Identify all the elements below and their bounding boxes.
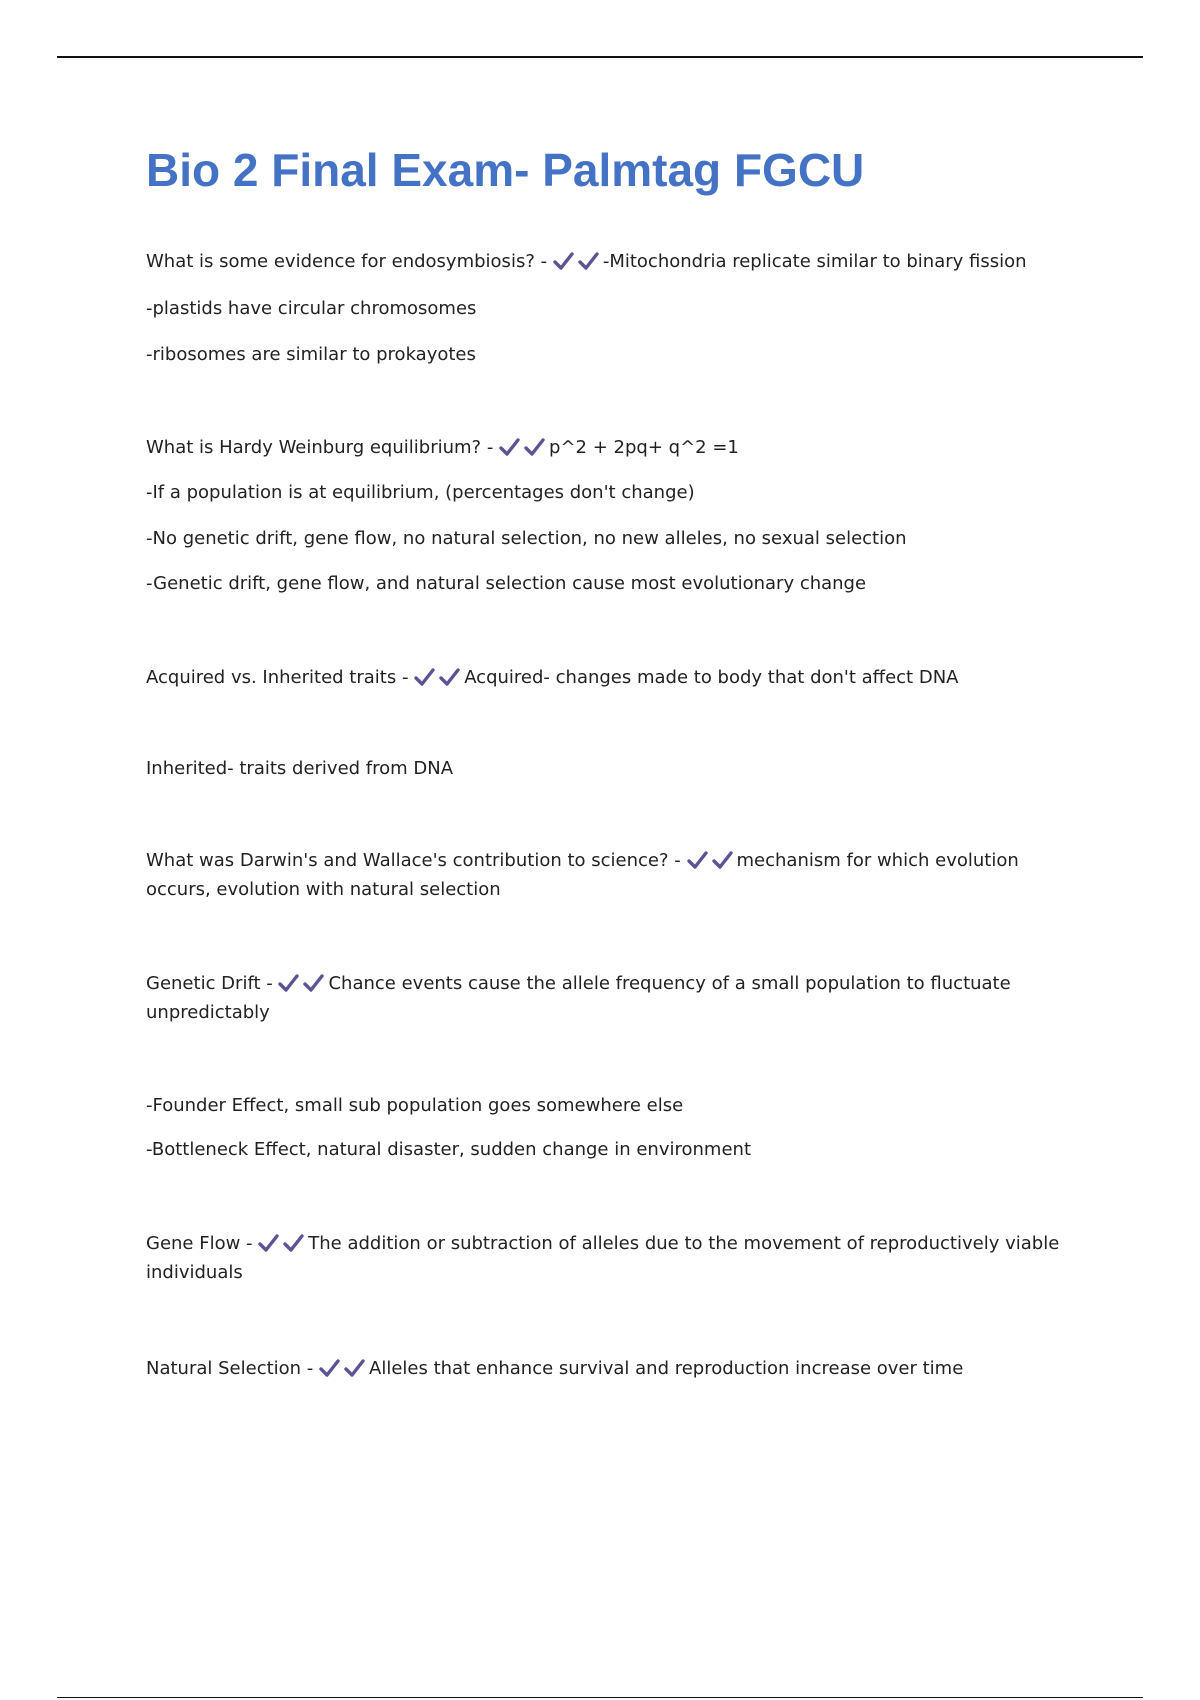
answer-text: Alleles that enhance survival and reproduction increase over time <box>369 1358 964 1379</box>
answer-text: mechanism for which evolution occurs, evolution with natural selection <box>146 850 1019 900</box>
document-title: Bio 2 Final Exam- Palmtag FGCU <box>146 144 865 196</box>
flashcard-line <box>146 663 1086 692</box>
checkmark-icon <box>414 667 435 687</box>
checkmark-icon <box>283 1233 304 1253</box>
answer-text: -Mitochondria replicate similar to binary fission <box>602 251 1027 272</box>
flashcard-line <box>146 846 1086 904</box>
checkmark-icon <box>712 850 733 870</box>
flashcard-line <box>146 1229 1086 1287</box>
answer-text: The addition or subtraction of alleles due to the movement of reproductively viable individuals <box>146 1233 1060 1283</box>
checkmark-icon <box>578 251 599 271</box>
answer-detail: -Genetic drift, gene flow, and natural selection cause most evolutionary change <box>146 573 867 594</box>
bottom-rule <box>57 1697 1143 1698</box>
answer-detail: -No genetic drift, gene flow, no natural selection, no new alleles, no sexual selection <box>146 528 907 549</box>
answer-detail: -If a population is at equilibrium, (percentages don't change) <box>146 482 695 503</box>
flashcard-line <box>146 969 1086 1027</box>
answer-text: Acquired- changes made to body that don't affect DNA <box>464 667 959 688</box>
checkmark-icon <box>303 973 324 993</box>
answer-detail: Inherited- traits derived from DNA <box>146 758 454 779</box>
flashcard-line <box>146 433 1086 462</box>
answer-text: Chance events cause the allele frequency of a small population to fluctuate unpredictably <box>146 973 1011 1023</box>
question-text: Genetic Drift - <box>146 973 273 994</box>
top-rule <box>57 56 1143 58</box>
flashcard-line <box>146 247 1086 276</box>
checkmark-icon <box>687 850 708 870</box>
checkmark-icon <box>344 1358 365 1378</box>
flashcard-line <box>146 1354 1086 1383</box>
answer-detail: -ribosomes are similar to prokayotes <box>146 344 476 365</box>
answer-detail: -plastids have circular chromosomes <box>146 298 477 319</box>
checkmark-icon <box>278 973 299 993</box>
question-text: What is Hardy Weinburg equilibrium? - <box>146 437 494 458</box>
question-text: What is some evidence for endosymbiosis? - <box>146 251 548 272</box>
checkmark-icon <box>439 667 460 687</box>
checkmark-icon <box>553 251 574 271</box>
question-text: Natural Selection - <box>146 1358 314 1379</box>
answer-detail: -Bottleneck Effect, natural disaster, sudden change in environment <box>146 1139 751 1160</box>
checkmark-icon <box>524 437 545 457</box>
answer-detail: -Founder Effect, small sub population goes somewhere else <box>146 1095 684 1116</box>
question-text: Acquired vs. Inherited traits - <box>146 667 409 688</box>
question-text: Gene Flow - <box>146 1233 253 1254</box>
question-text: What was Darwin's and Wallace's contribution to science? - <box>146 850 681 871</box>
checkmark-icon <box>499 437 520 457</box>
checkmark-icon <box>319 1358 340 1378</box>
checkmark-icon <box>258 1233 279 1253</box>
answer-text: p^2 + 2pq+ q^2 =1 <box>549 437 739 458</box>
